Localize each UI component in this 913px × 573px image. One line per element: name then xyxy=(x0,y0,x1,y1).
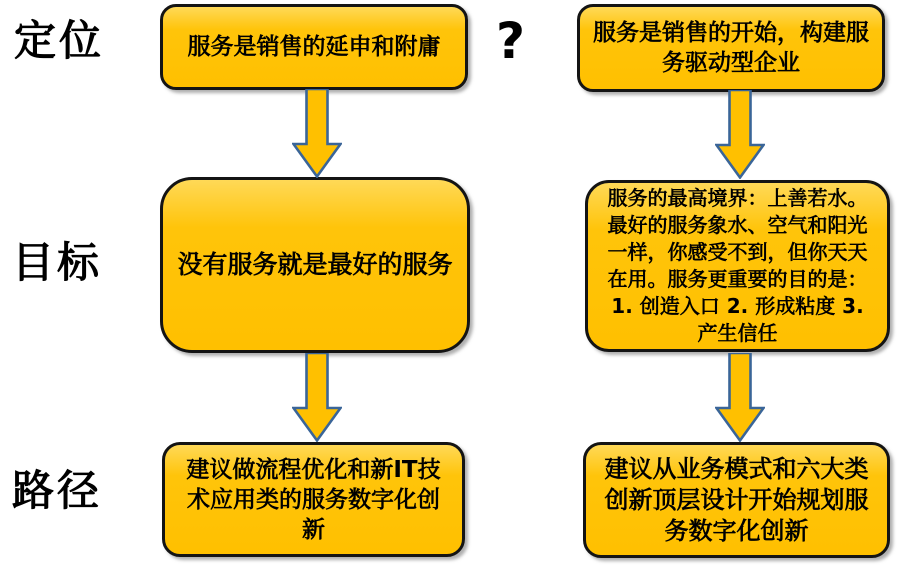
down-arrow-icon xyxy=(292,89,342,178)
box-left-positioning xyxy=(160,4,468,90)
row-label-goal: 目标 xyxy=(12,238,103,287)
box-right-path xyxy=(583,442,890,558)
down-arrow-icon xyxy=(292,353,342,442)
box-right-positioning xyxy=(577,4,885,92)
box-left-goal-text: 没有服务就是最好的服务 xyxy=(177,250,453,279)
question-mark: ? xyxy=(496,12,526,70)
box-left-goal xyxy=(160,177,470,353)
box-right-goal xyxy=(585,180,890,352)
down-arrow-icon xyxy=(715,90,765,179)
box-left-path-text: 建议做流程优化和新IT技术应用类的服务数字化创新 xyxy=(186,456,441,543)
down-arrow-icon xyxy=(715,353,765,442)
row-label-positioning: 定位 xyxy=(14,16,105,65)
box-left-path xyxy=(162,442,465,557)
box-right-positioning-text: 服务是销售的开始，构建服务驱动型企业 xyxy=(593,20,869,76)
box-right-goal-text: 服务的最高境界：上善若水。最好的服务象水、空气和阳光一样，你感受不到，但你天天在用。服务更重要的目的是：1. 创造入口 2. 形成粘度 3. 产生信任 xyxy=(607,186,868,345)
row-label-path: 路径 xyxy=(12,466,103,515)
box-right-path-text: 建议从业务模式和六大类创新顶层设计开始规划服务数字化创新 xyxy=(604,454,869,545)
box-left-positioning-text: 服务是销售的延申和附庸 xyxy=(187,34,441,60)
